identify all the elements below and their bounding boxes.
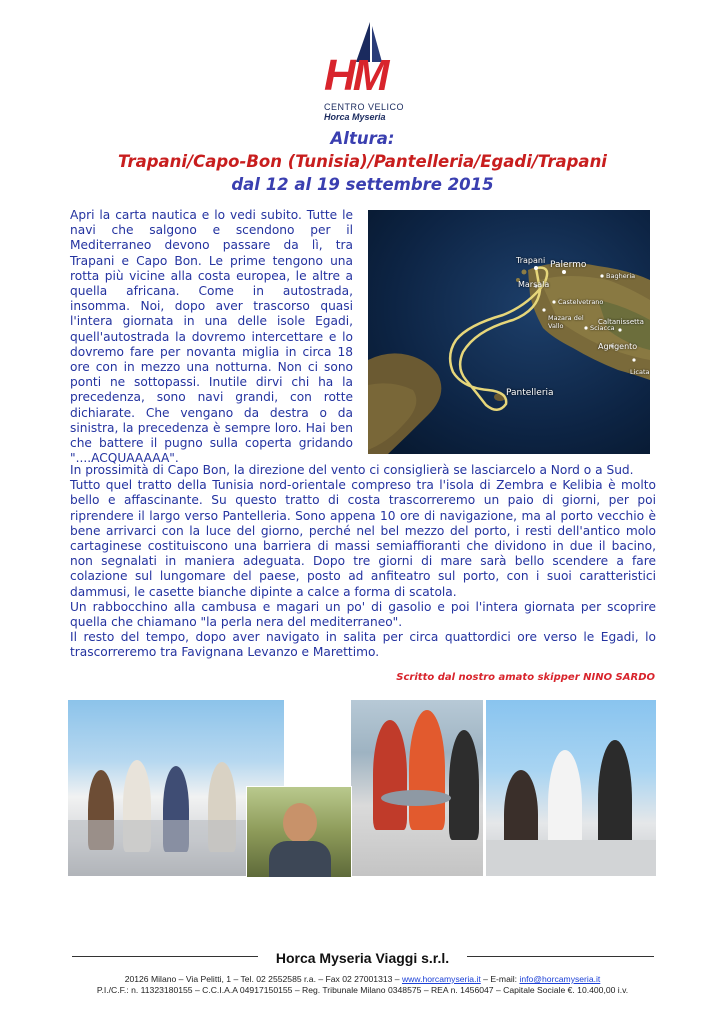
map-label-caltanissetta: Caltanissetta [598, 318, 644, 326]
map-label-agrigento: Agrigento [598, 342, 638, 351]
footer-contacts [0, 974, 725, 984]
map-label-trapani: Trapani [516, 256, 546, 265]
website-link[interactable]: www.horcamyseria.it [401, 974, 481, 984]
map-label-sciacca: Sciacca [590, 324, 615, 332]
map-label-palermo: Palermo [550, 260, 587, 270]
company-logo [318, 22, 408, 122]
logo-subtitle: CENTRO VELICO [324, 102, 405, 112]
paragraph-tunisia: Tutto quel tratto della Tunisia nord-orientale compreso tra l'isola di Zembra e Kelibia è molto bello e affascinante. Su questo tratto di costa trascorreremo un paio di giorni, per poi riprendere il largo verso Pantelleria. Sono appena 10 ore di navigazione, ma al porto vecchio è bene arrivarci con la luce del giorno, perché nel bel mezzo del porto, i resti dell'antico molo cartaginese costituiscono una barriera di massi semiaffioranti che dividono in due il bacino, non segnalati in maniera adeguata. Dopo tre giorni di mare sarà bello scendere a fare colazione sul lungomare del paese, posto ad anfiteatro sul porto, con i suoi caratteristici dammusi, le casette bianche dipinte a calce a forma di scatola. [70, 478, 656, 599]
page-title [0, 127, 725, 196]
author-signature: Scritto dal nostro amato skipper NINO SARDO [396, 672, 655, 683]
article-body [70, 463, 656, 661]
photo-collage [68, 700, 656, 876]
logo-letters: HM [324, 51, 387, 100]
footer-email-label: – E-mail: [480, 974, 520, 984]
paragraph-egadi: Il resto del tempo, dopo aver navigato in salita per circa quattordici ore verso le Egadi, lo trascorreremo tra Favignana Levanzo e Marettimo. [70, 630, 656, 660]
route-map [368, 210, 650, 454]
map-label-pantelleria: Pantelleria [506, 388, 554, 398]
map-label-castelvetrano: Castelvetrano [558, 298, 604, 306]
map-label-marsala: Marsala [518, 280, 550, 289]
email-link[interactable]: info@horcamyseria.it [519, 974, 601, 984]
photo-smiling-man [246, 786, 352, 878]
title-dates: dal 12 al 19 settembre 2015 [231, 175, 494, 194]
photo-fishermen-with-tuna [351, 700, 483, 876]
footer-legal-info: P.I./C.F.: n. 11323180155 – C.C.I.A.A 04917150155 – Reg. Tribunale Milano 0348575 – REA n. 1456047 – Capitale Sociale €. 10.400,00 i.v. [96, 985, 629, 995]
paragraph-capo-bon: In prossimità di Capo Bon, la direzione del vento ci consiglierà se lasciarcelo a Nord o a Sud. [70, 463, 634, 477]
logo-brand-name: Horca Myseria [324, 112, 386, 122]
map-graphic [368, 210, 650, 454]
intro-paragraph: Apri la carta nautica e lo vedi subito. Tutte le navi che salgono e scendono per il Mediterraneo devono passare da lì, tra Trapani e Capo Bon. Le prime tengono una rotta più vicine alla costa europea, le altre a quella africana. Come in autostrada, insomma. Noi, dopo aver trascorso quasi l'intera giornata in una delle isole Egadi, quell'autostrada la dovremo intercettare e lo dovremo fare per novanta miglia in circa 18 ore con in mezzo una notturna. Non ci sono ponti ne sottopassi. Inutile dirvi chi ha la precedenza, sono navi grandi, con rotte dichiarate. Che vengano da destra o da sinistra, la precedenza è sempre loro. Hai ben che battere il pugno sulla coperta gridando "....ACQUAAAAA". [70, 208, 353, 466]
footer-company [0, 948, 725, 967]
map-label-bagheria: Bagheria [606, 272, 636, 280]
map-label-mazara: Mazara del Vallo [548, 314, 584, 330]
photo-women-sailing [486, 700, 656, 876]
title-category: Altura: [330, 129, 395, 148]
paragraph-cambusa: Un rabbocchino alla cambusa e magari un po' di gasolio e poi l'intera giornata per scoprire quella che chiamano "la perla nera del mediterraneo". [70, 599, 656, 630]
footer-address: 20126 Milano – Via Pelitti, 1 – Tel. 02 2552585 r.a. – Fax 02 27001313 – [124, 974, 402, 984]
footer-company-name: Horca Myseria Viaggi s.r.l. [258, 950, 467, 966]
map-label-licata: Licata [630, 368, 650, 376]
title-route: Trapani/Capo-Bon (Tunisia)/Pantelleria/Egadi/Trapani [118, 152, 607, 171]
